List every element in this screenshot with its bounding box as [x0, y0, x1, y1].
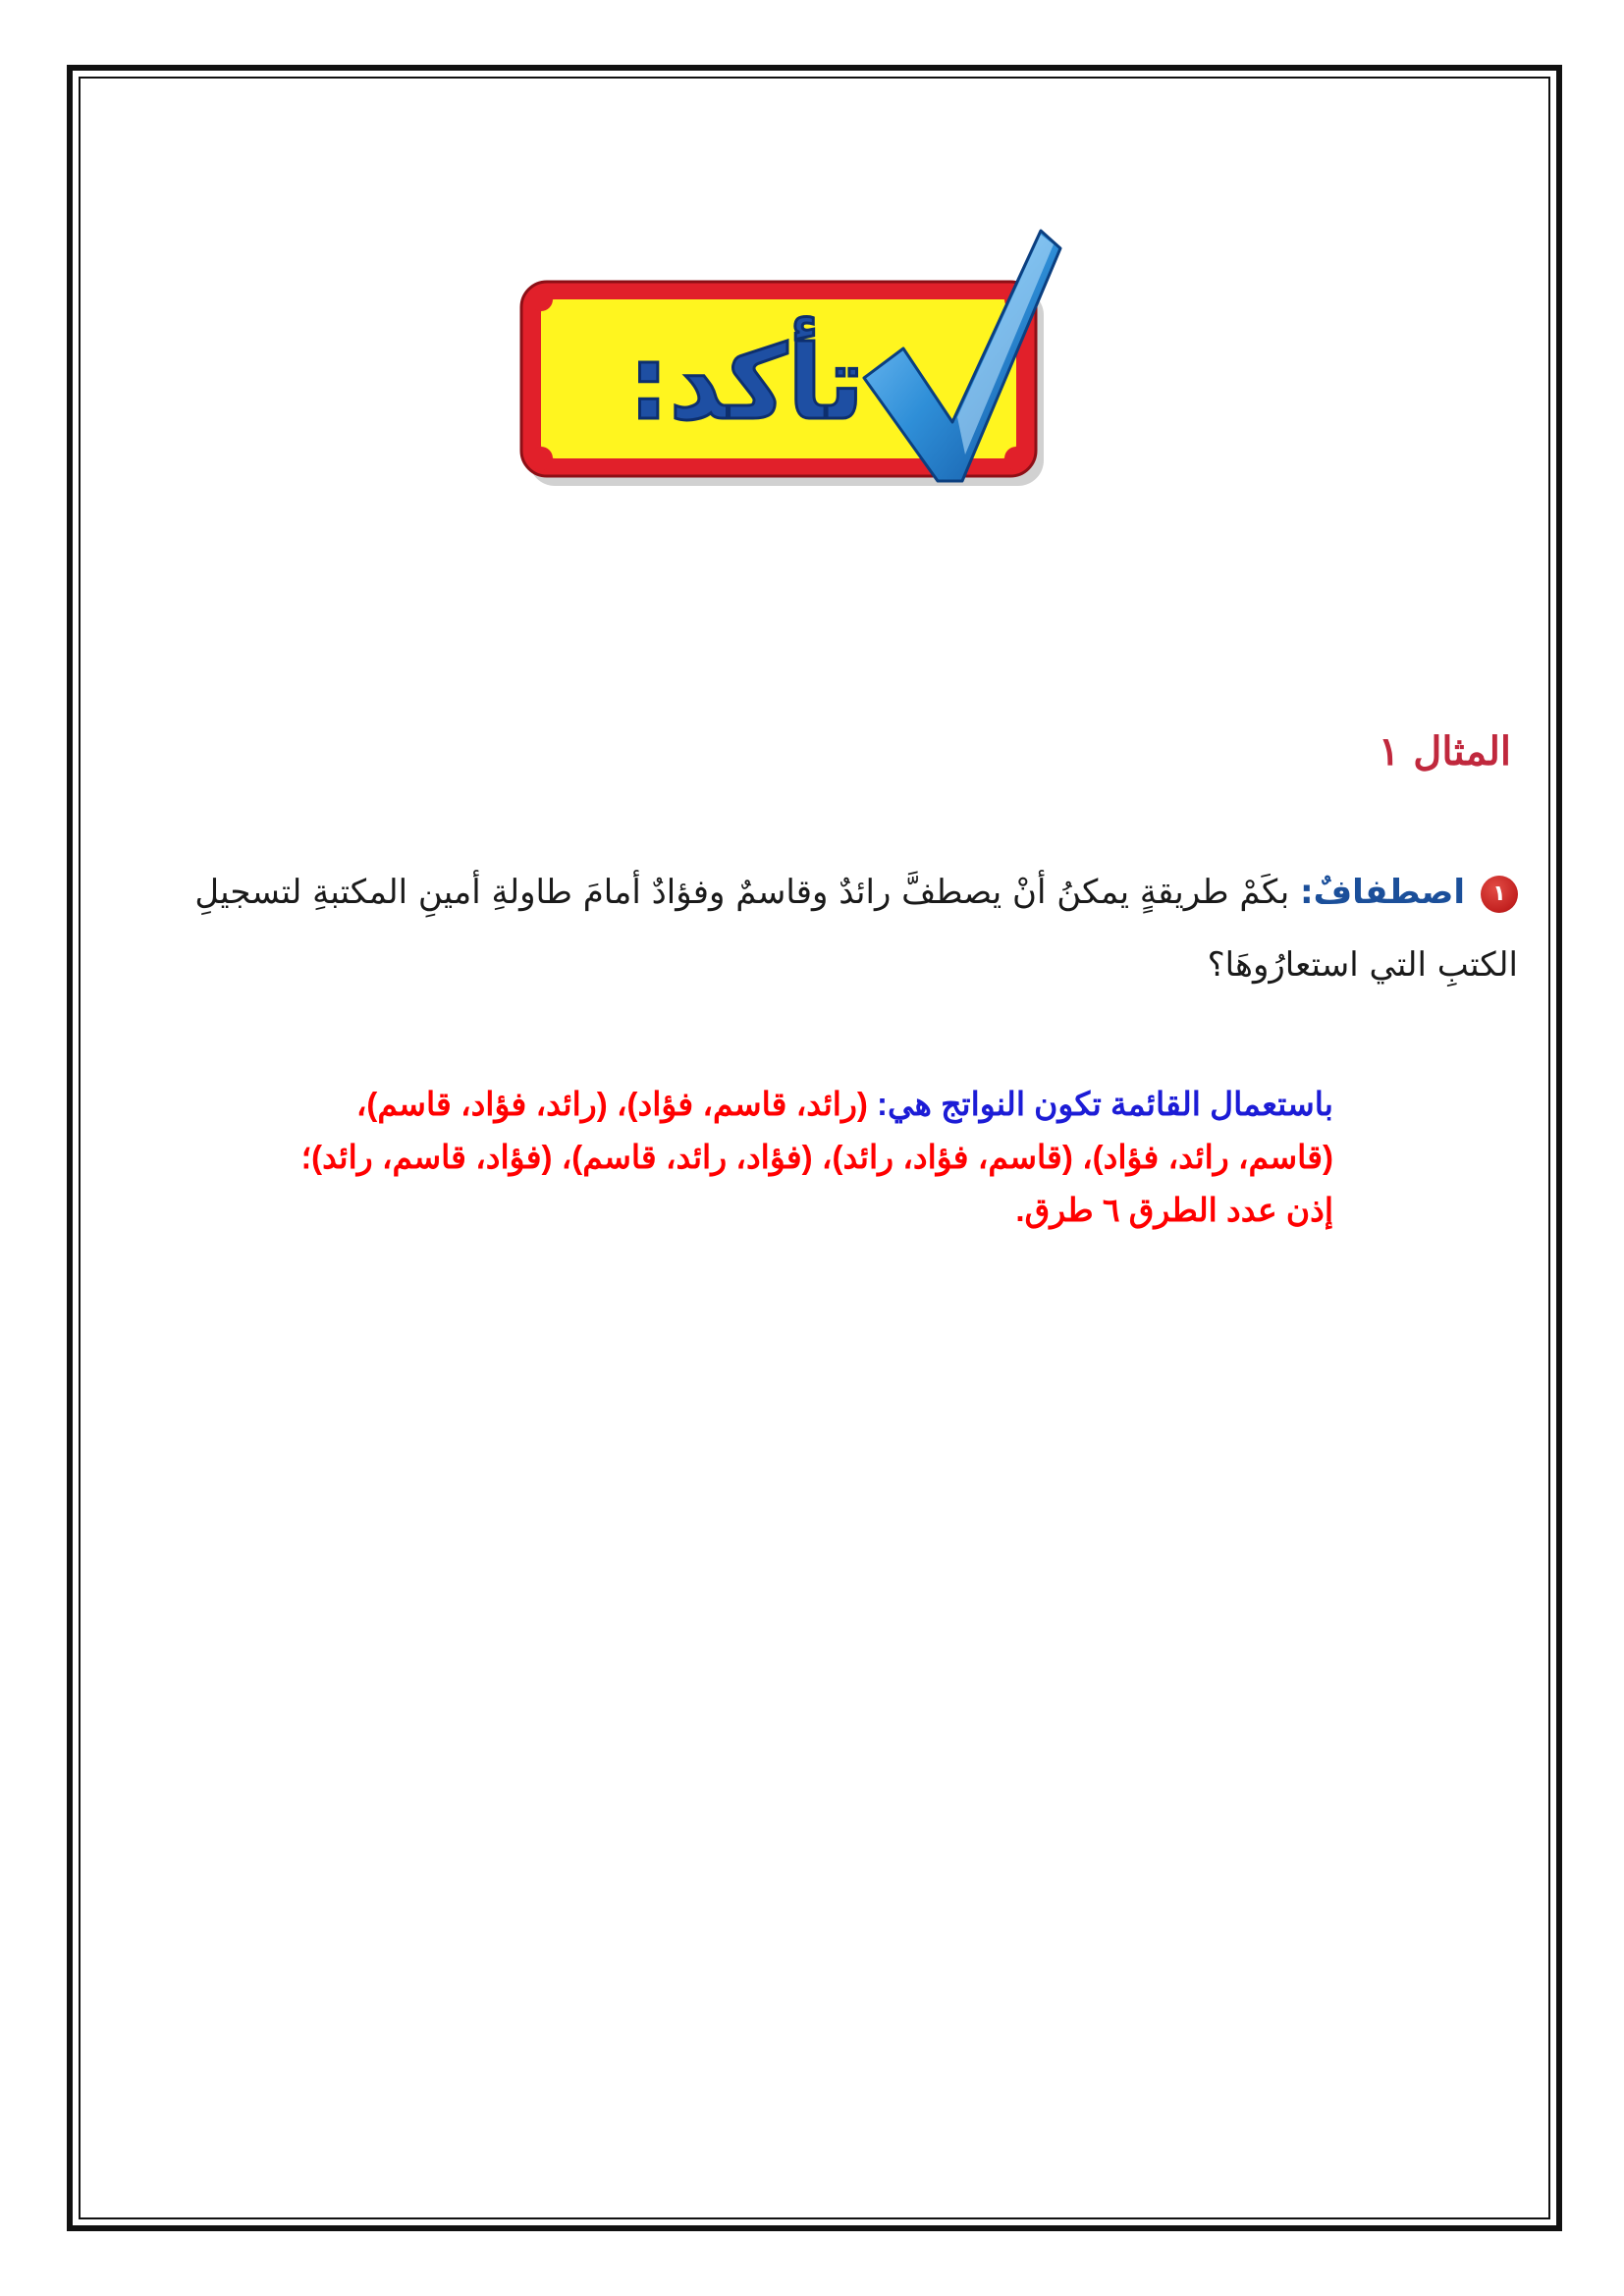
question-block: [104, 856, 1518, 1001]
example-title: المثال ١: [1378, 728, 1511, 774]
question-keyword: اصطفافٌ:: [1300, 873, 1465, 912]
answer-block: [273, 1078, 1333, 1237]
question-number-badge: ١: [1481, 876, 1518, 913]
answer-lead: باستعمال القائمة تكون النواتج هي:: [877, 1086, 1333, 1122]
question-text: بكَمْ طريقةٍ يمكنُ أنْ يصطفَّ رائدٌ وقاسمٌ وفؤادٌ أمامَ طاولةِ أمينِ المكتبةِ لتسجيلِ الكتبِ التي استعارُوهَا؟: [194, 873, 1518, 985]
header-badge: [515, 221, 1065, 496]
answer-body: (رائد، قاسم، فؤاد)، (رائد، فؤاد، قاسم)، (قاسم، رائد، فؤاد)، (قاسم، فؤاد، رائد)، (فؤاد، رائد، قاسم)، (فؤاد، قاسم، رائد)؛ إذن عدد الطرق ٦ طرق.: [300, 1086, 1333, 1228]
badge-label: تأكد:: [627, 323, 865, 443]
